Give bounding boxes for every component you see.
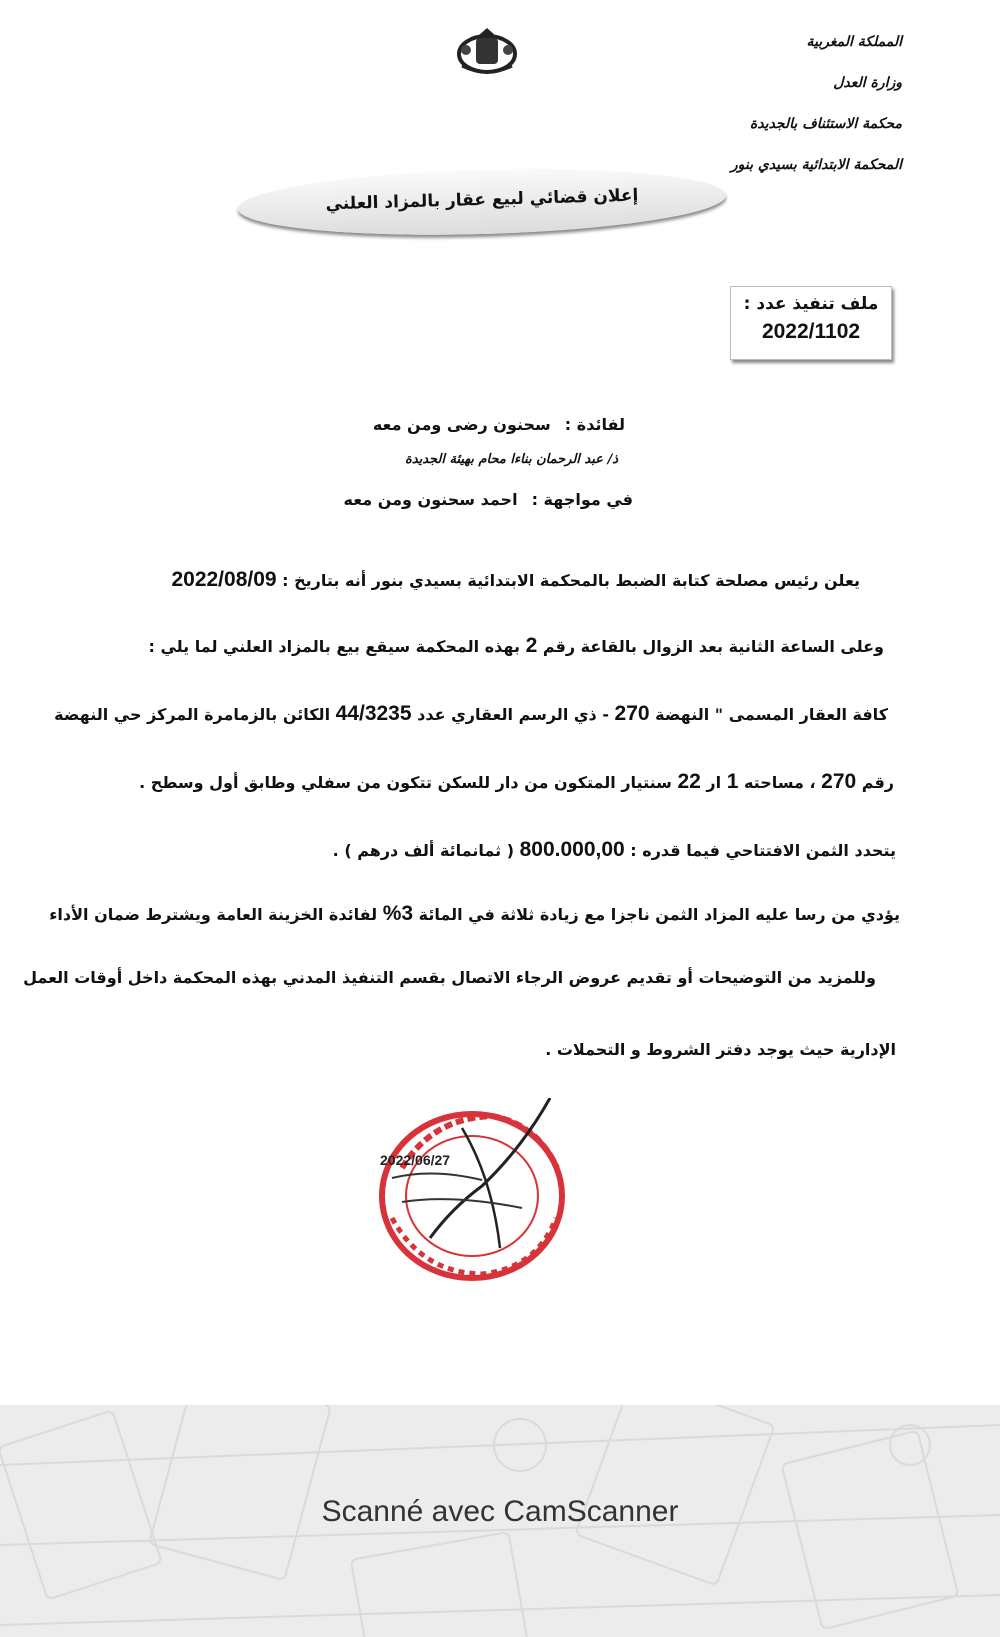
property-description: سنتيار المتكون من دار للسكن تتكون من سفلي وطابق أول وسطح . bbox=[139, 773, 672, 792]
coat-of-arms-emblem bbox=[452, 26, 522, 76]
header-line-kingdom: المملكة المغربية bbox=[806, 34, 902, 50]
opening-price-words: ( ثمانمائة ألف درهم ) . bbox=[332, 841, 515, 860]
property-name-text: كافة العقار المسمى " النهضة bbox=[655, 705, 888, 724]
payment-terms-b: لفائدة الخزينة العامة ويشترط ضمان الأداء bbox=[49, 905, 378, 924]
hall-text-a: وعلى الساعة الثانية بعد الزوال بالقاعة رقم bbox=[542, 637, 884, 656]
property-number: 270 bbox=[614, 702, 650, 725]
file-number: 2022/1102 bbox=[761, 320, 861, 343]
body-line-3 bbox=[54, 702, 888, 726]
area-centiares: 22 bbox=[677, 770, 701, 793]
header-institution-lines bbox=[672, 28, 902, 192]
auction-date: 2022/08/09 bbox=[171, 568, 277, 591]
body-line-4 bbox=[139, 770, 894, 794]
beneficiary-label: لفائدة : bbox=[564, 415, 625, 434]
court-seal-stamp bbox=[372, 1098, 582, 1288]
beneficiary-line bbox=[373, 415, 625, 434]
opening-price: 800.000,00 bbox=[519, 838, 625, 861]
land-title-number: 44/3235 bbox=[335, 702, 412, 725]
opponent-name: احمد سحنون ومن معه bbox=[343, 490, 518, 509]
beneficiary-name: سحنون رضى ومن معه bbox=[372, 415, 551, 434]
camscanner-footer bbox=[0, 1405, 1000, 1637]
location-text: الكائن بالزمامرة المركز حي النهضة bbox=[54, 705, 331, 724]
opening-price-label: يتحدد الثمن الافتتاحي فيما قدره : bbox=[630, 841, 896, 860]
ares-unit: ار bbox=[706, 773, 722, 792]
file-number-box bbox=[730, 286, 892, 360]
document-title: إعلان قضائي لبيع عقار بالمزاد العلني bbox=[325, 185, 639, 215]
payment-terms-a: يؤدي من رسا عليه المزاد الثمن ناجزا مع زيادة ثلاثة في المائة bbox=[418, 905, 900, 924]
hall-text-b: بهذه المحكمة سيقع بيع بالمزاد العلني لما يلي : bbox=[148, 637, 520, 656]
lot-number: 270 bbox=[821, 770, 857, 793]
header-line-first-instance-court: المحكمة الابتدائية بسيدي بنور bbox=[730, 157, 902, 173]
body-line-7: وللمزيد من التوضيحات أو تقديم عروض الرجاء الاتصال بقسم التنفيذ المدني بهذه المحكمة داخل أوقات العمل bbox=[23, 968, 876, 987]
opponent-line bbox=[344, 490, 634, 509]
title-banner bbox=[237, 163, 727, 241]
surcharge-percent: 3% bbox=[382, 902, 414, 925]
body-line-6 bbox=[49, 902, 900, 926]
camscanner-watermark-text: Scanné avec CamScanner bbox=[321, 1495, 679, 1528]
header-line-ministry: وزارة العدل bbox=[833, 75, 902, 91]
body-line-1 bbox=[171, 568, 860, 592]
number-label: رقم bbox=[861, 773, 894, 792]
area-ares: 1 bbox=[726, 770, 739, 793]
area-label: ، مساحته bbox=[743, 773, 816, 792]
body-line-8: الإدارية حيث يوجد دفتر الشروط و التحملات . bbox=[545, 1040, 896, 1059]
lawyer-line: ذ/ عبد الرحمان بناءا محام بهيئة الجديدة bbox=[404, 452, 618, 467]
stamp-date: 2022/06/27 bbox=[380, 1152, 451, 1168]
body-line-2 bbox=[148, 634, 884, 658]
body-line-5 bbox=[333, 838, 896, 862]
opponent-label: في مواجهة : bbox=[531, 490, 633, 509]
announcement-text: يعلن رئيس مصلحة كتابة الضبط بالمحكمة الابتدائية بسيدي بنور أنه بتاريخ : bbox=[282, 571, 860, 590]
hall-number: 2 bbox=[525, 634, 538, 657]
file-number-label: ملف تنفيذ عدد : bbox=[743, 294, 879, 314]
land-title-text: - ذي الرسم العقاري عدد bbox=[417, 705, 609, 724]
header-line-appeal-court: محكمة الاستئناف بالجديدة bbox=[749, 116, 902, 132]
